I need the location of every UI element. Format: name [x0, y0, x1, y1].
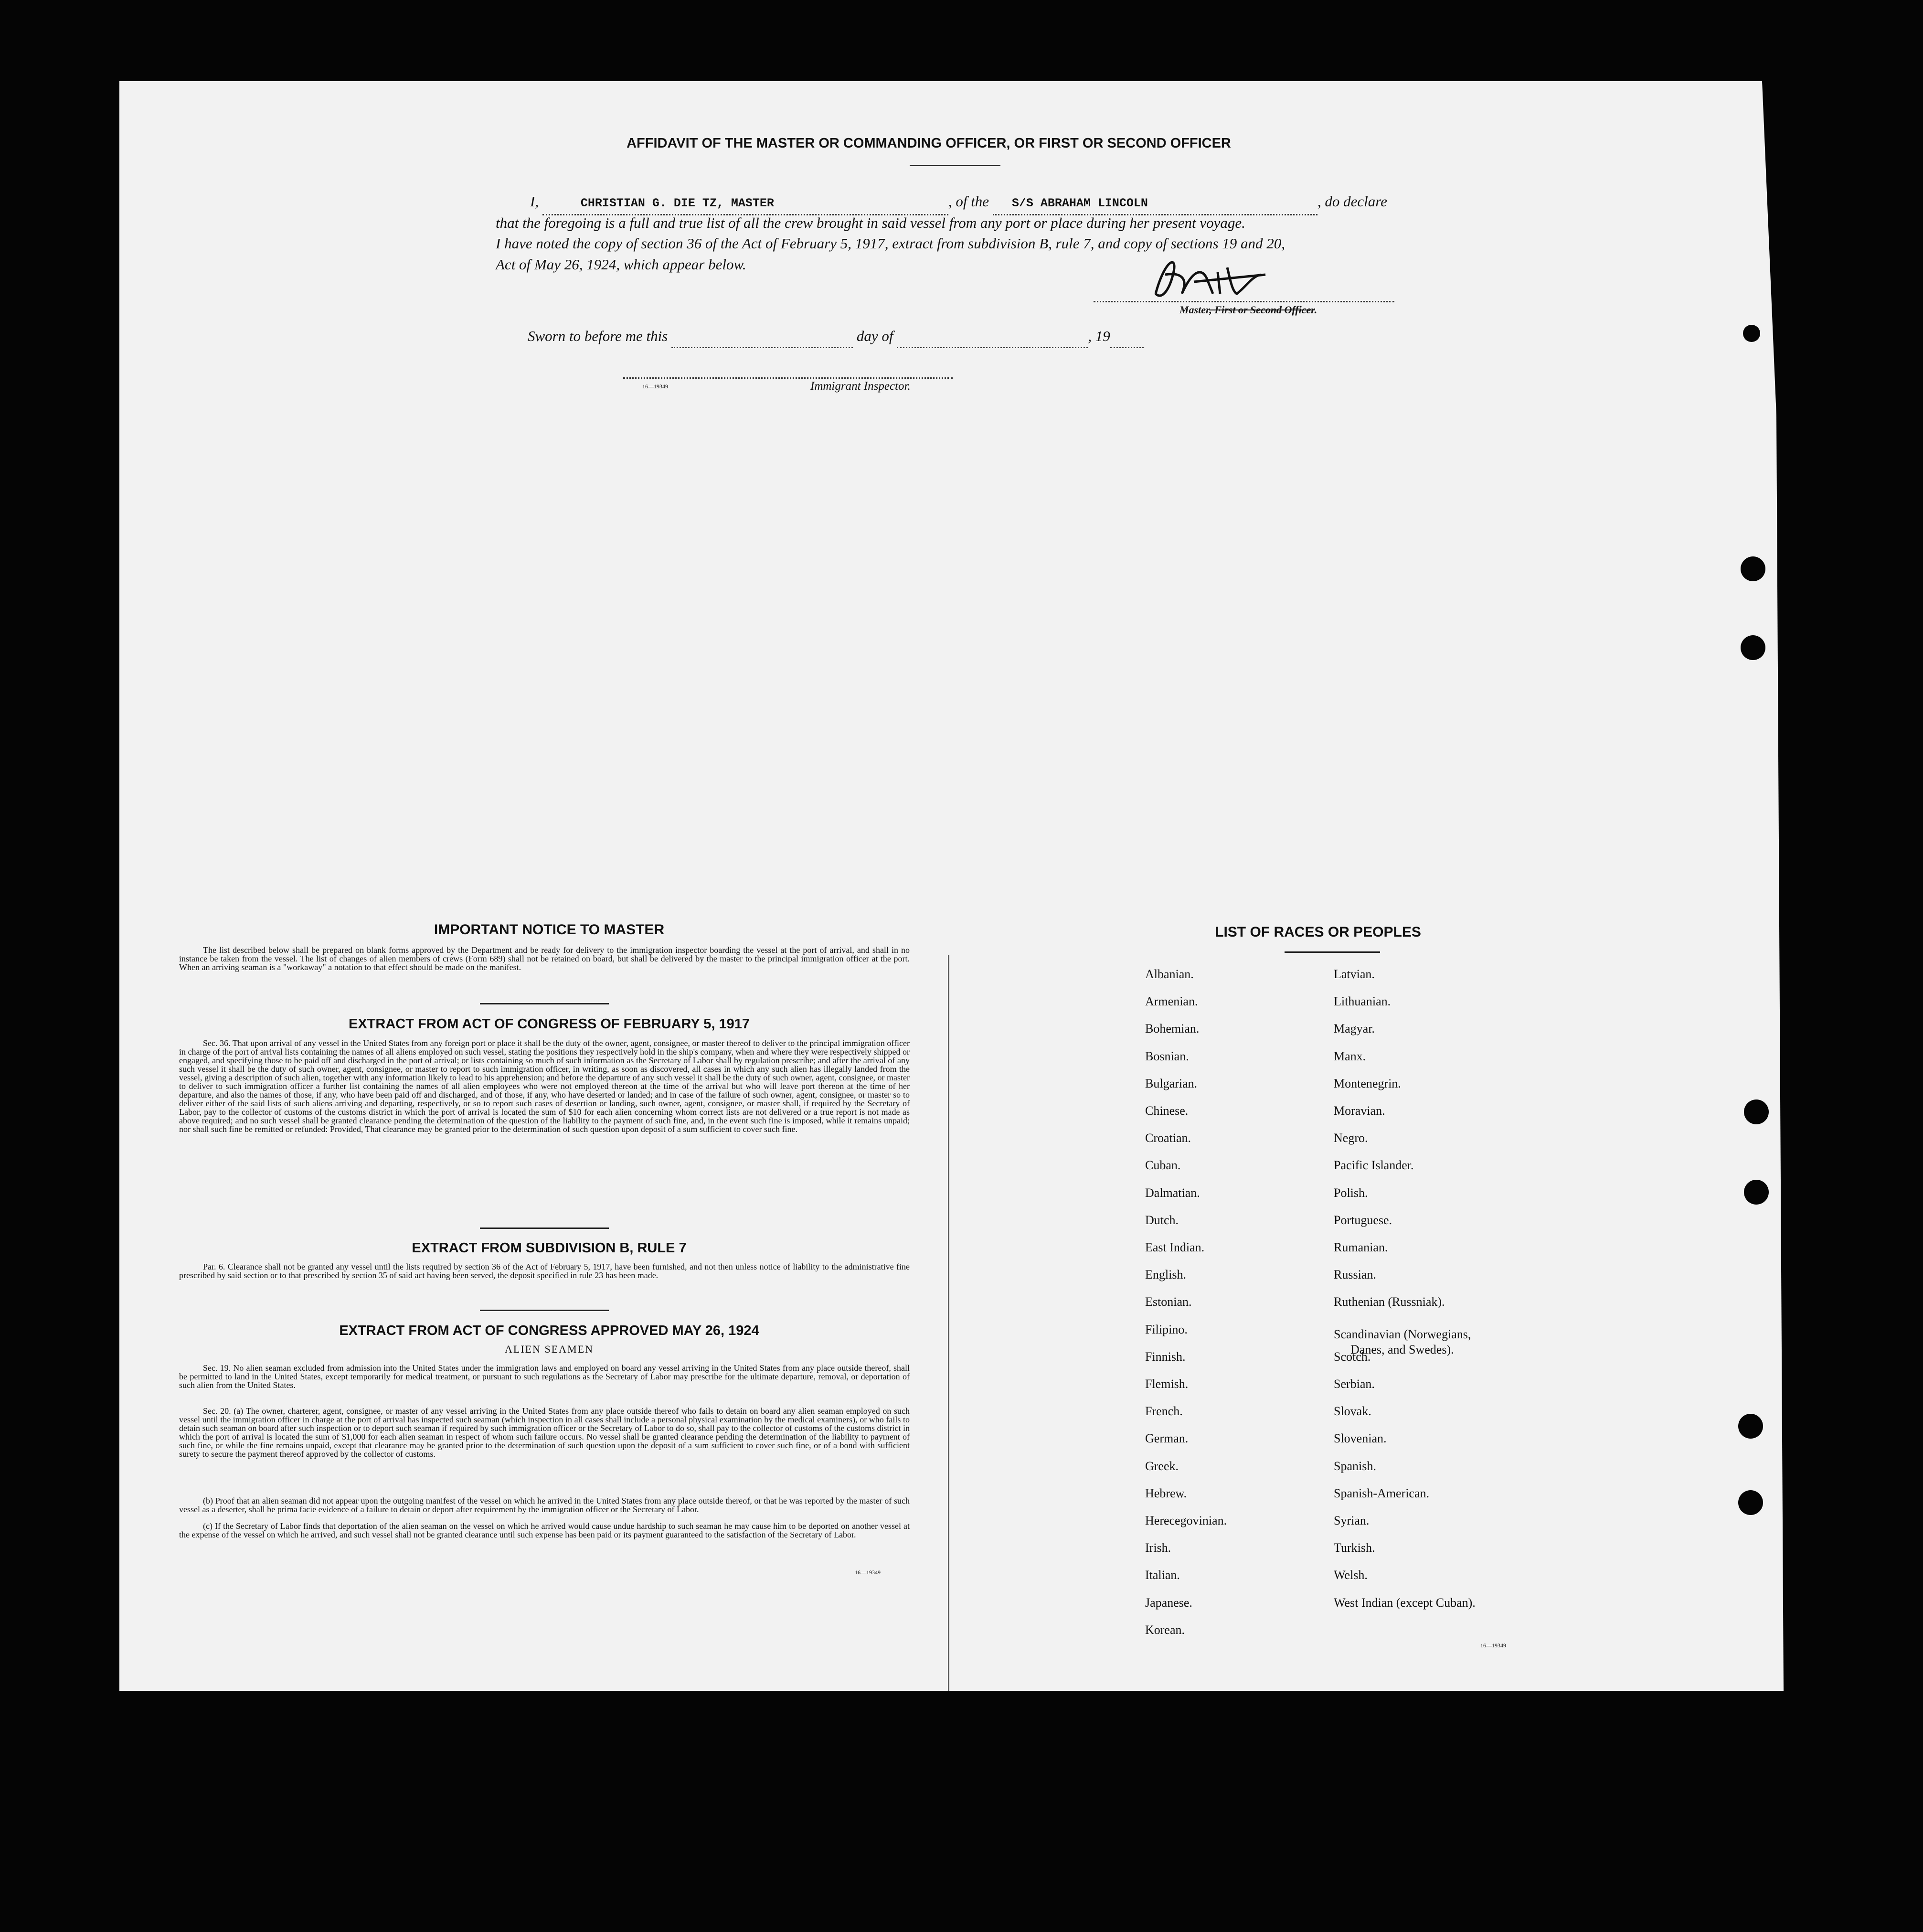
of-the-label: , of the — [948, 193, 989, 210]
extract-1924-title: EXTRACT FROM ACT OF CONGRESS APPROVED MAY 26, 1924 — [339, 1323, 759, 1338]
punch-hole — [1744, 1099, 1769, 1124]
form-number: 16—19349 — [642, 383, 668, 390]
race-item: Filipino. — [1145, 1322, 1188, 1336]
race-item: Hebrew. — [1145, 1486, 1187, 1500]
punch-hole — [1741, 635, 1765, 660]
race-item: German. — [1145, 1431, 1189, 1446]
race-item: Estonian. — [1145, 1295, 1192, 1309]
signature-line — [1094, 301, 1394, 302]
sec20a-text: Sec. 20. (a) The owner, charterer, agent, consignee, or master of any vessel arriving in the United States from any place outside thereof who fails to detain on board any alien seaman employed on such vessel until the immigration officer in charge at the port of arrival has inspected such seaman (which inspection in all cases shall include a personal physical examination by the medical examiners), or who fails to detain such seaman on board after such inspection or to deport such seaman if required by such immigration officer or the Secretary of Labor to do so, shall pay to the collector of customs of the customs district in which the port of arrival is located the sum of $1,000 for each alien seaman in respect of whom such failure occurs. No vessel shall be granted clearance pending the determination of the liability to payment of such fine, or while the fine remains unpaid, except that clearance may be granted prior to the determination of such question upon the deposit of a sum sufficient to cover such fine, or of a bond with sufficient surety to secure the payment thereof approved by the collector of customs. — [179, 1406, 910, 1459]
divider — [1285, 951, 1380, 953]
divider — [480, 1310, 609, 1311]
extract-1917-title: EXTRACT FROM ACT OF CONGRESS OF FEBRUARY 5, 1917 — [348, 1016, 750, 1032]
punch-hole — [1741, 556, 1765, 581]
punch-hole — [1738, 1490, 1763, 1515]
race-item: Irish. — [1145, 1541, 1171, 1555]
race-item: Albanian. — [1145, 967, 1194, 981]
race-item: Moravian. — [1334, 1104, 1385, 1118]
divider — [480, 1003, 609, 1004]
form-number: 16—19349 — [1480, 1642, 1506, 1649]
affidavit-line-2: that the foregoing is a full and true list of all the crew brought in said vessel from any port or place during her present voyage. — [496, 214, 1245, 231]
caption-master: Master — [1179, 304, 1210, 316]
race-item: Spanish-American. — [1334, 1486, 1430, 1500]
notice-text: The list described below shall be prepared on blank forms approved by the Department and be ready for delivery to the immigration inspector boarding the vessel at the port of arrival, and shall in no instance be taken from the vessel. The list of changes of alien members of crews (Form 689) shall not be retained on board, but shall be delivered by the master to the principal immigration officer at the port. When an arriving seaman is a "workaway" a notation to that effect should be made on the manifest. — [179, 945, 910, 972]
race-item: Polish. — [1334, 1185, 1368, 1200]
alien-seamen-subtitle: ALIEN SEAMEN — [505, 1343, 594, 1355]
race-item: Danes, and Swedes). — [1350, 1342, 1454, 1356]
extract-rule7-text: Par. 6. Clearance shall not be granted any vessel until the lists required by section 36 of the Act of February 5, 1917, have been furnished, and not then unless notice of liability to the administrative fine prescribed by said section or to that prescribed by section 35 of said act having been served, the deposit specified in rule 23 has been made. — [179, 1262, 910, 1280]
race-item: West Indian (except Cuban). — [1334, 1595, 1476, 1610]
race-item: Russian. — [1334, 1268, 1376, 1282]
race-item: Cuban. — [1145, 1158, 1181, 1173]
race-item: Chinese. — [1145, 1104, 1189, 1118]
extract-rule7-title: EXTRACT FROM SUBDIVISION B, RULE 7 — [412, 1240, 687, 1256]
sworn-year-field — [1110, 326, 1144, 348]
affidavit-i-label: I, — [530, 193, 539, 210]
caption-end: . — [1314, 304, 1317, 316]
race-item: Negro. — [1334, 1131, 1368, 1145]
affidavit-title: AFFIDAVIT OF THE MASTER OR COMMANDING OFFICER, OR FIRST OR SECOND OFFICER — [627, 136, 1231, 151]
race-item: French. — [1145, 1404, 1183, 1419]
race-item: Korean. — [1145, 1622, 1185, 1637]
sworn-line — [528, 326, 1144, 348]
race-item: East Indian. — [1145, 1240, 1205, 1254]
sec20b-text: (b) Proof that an alien seaman did not appear upon the outgoing manifest of the vessel on which he arrived in the United States from any place outside thereof, or that he was reported by the master of such vessel as a deserter, shall be prima facie evidence of a failure to detain or deport after requirement by the immigration officer or the Secretary of Labor. — [179, 1496, 910, 1514]
race-item: Finnish. — [1145, 1349, 1186, 1364]
vessel-name-field — [993, 191, 1317, 215]
affidavit-line-1 — [530, 191, 1413, 215]
punch-hole — [1743, 325, 1760, 342]
notice-title: IMPORTANT NOTICE TO MASTER — [434, 922, 665, 938]
race-item: Lithuanian. — [1334, 994, 1391, 1009]
race-item: Montenegrin. — [1334, 1076, 1401, 1090]
race-item: Herecegovinian. — [1145, 1514, 1227, 1527]
master-name-field — [542, 191, 948, 215]
race-item: Dutch. — [1145, 1213, 1179, 1227]
race-item: Japanese. — [1145, 1595, 1192, 1610]
race-item: Scandinavian (Norwegians, — [1334, 1327, 1471, 1341]
sec19-text: Sec. 19. No alien seaman excluded from admission into the United States under the immigration laws and employed on board any vessel arriving in the United States from any place outside thereof, shall be permitted to land in the United States, except temporarily for medical treatment, or pursuant to such regulations as the Secretary of Labor may prescribe for the ultimate departure, removal, or deportation of such alien from the United States. — [179, 1363, 910, 1390]
race-item: Ruthenian (Russniak). — [1334, 1295, 1445, 1309]
affidavit-line-3: I have noted the copy of section 36 of the Act of February 5, 1917, extract from subdivision B, rule 7, and copy of sections 19 and 20, — [496, 235, 1286, 252]
form-number: 16—19349 — [855, 1569, 881, 1576]
race-item: Bosnian. — [1145, 1049, 1189, 1063]
race-item: Syrian. — [1334, 1514, 1370, 1527]
race-item: Croatian. — [1145, 1131, 1191, 1145]
race-item: Pacific Islander. — [1334, 1158, 1414, 1173]
race-item: Portuguese. — [1334, 1213, 1392, 1227]
race-item: Latvian. — [1334, 967, 1375, 981]
punch-hole — [1744, 1180, 1769, 1205]
sworn-day-field — [671, 326, 853, 348]
race-item: Serbian. — [1334, 1377, 1375, 1391]
race-item: English. — [1145, 1268, 1186, 1282]
day-of-label: day of — [856, 328, 893, 344]
race-item: Slovenian. — [1334, 1431, 1387, 1446]
race-item: Manx. — [1334, 1049, 1366, 1063]
race-item: Slovak. — [1334, 1404, 1371, 1419]
race-item: Italian. — [1145, 1568, 1180, 1582]
inspector-label: Immigrant Inspector. — [810, 380, 911, 393]
races-title: LIST OF RACES OR PEOPLES — [1215, 924, 1421, 940]
sec20c-text: (c) If the Secretary of Labor finds that deportation of the alien seaman on the vessel on which he arrived would cause undue hardship to such seaman he may cause him to be deported on another vessel at the expense of the vessel on which he arrived, and such vessel shall not be granted clearance until such expense has been paid or its payment guaranteed to the satisfaction of the Secretary of Labor. — [179, 1521, 910, 1539]
race-item: Scotch. — [1334, 1349, 1371, 1364]
race-item: Bulgarian. — [1145, 1076, 1198, 1090]
divider — [480, 1228, 609, 1229]
race-item: Welsh. — [1334, 1568, 1368, 1582]
race-item: Magyar. — [1334, 1022, 1375, 1036]
race-item: Flemish. — [1145, 1377, 1189, 1391]
inspector-line — [623, 377, 953, 379]
race-item: Armenian. — [1145, 994, 1198, 1009]
race-item: Dalmatian. — [1145, 1185, 1200, 1200]
caption-struck-officers: , First or Second Officer — [1209, 304, 1315, 316]
year-label: , 19 — [1088, 328, 1110, 344]
sworn-label: Sworn to before me this — [528, 328, 668, 344]
extract-1917-text: Sec. 36. That upon arrival of any vessel in the United States from any foreign port or place it shall be the duty of the owner, agent, consignee, or master thereof to deliver to the principal immigration officer in charge of the port of arrival lists containing the names of all aliens employed on such vessel, stating the positions they respectively hold in the ship's company, when and where they were respectively shipped or engaged, and specifying those to be paid off and discharged in the port of arrival; or lists containing so much of such information as the Secretary of Labor shall by regulation prescribe; and after the arrival of any such vessel it shall be the duty of such owner, agent, consignee, or master to report to such immigration officer, in writing, as soon as discovered, all cases in which any such alien has illegally landed from the vessel, giving a description of such alien, together with any information likely to lead to his apprehension; and before the departure of any such vessel it shall be the duty of such owner, agent, consignee, or master to deliver to such immigration officer a further list containing the names of all alien employees who were not employed thereon at the time of the arrival but who will leave port thereon at the time of her departure, and also the names of those, if any, who have been paid off and discharged, and of those, if any, who have deserted or landed; and in case of the failure of such owner, agent, consignee, or master so to deliver either of the said lists of such aliens arriving and departing, respectively, or so to report such cases of desertion or landing, such owner, agent, consignee, or master shall, if required by the Secretary of Labor, pay to the collector of customs of the customs district in which the port of arrival is located the sum of $10 for each alien concerning whom correct lists are not delivered or a true report is not made as above required; and no such vessel shall be granted clearance pending the determination of the question of the liability to the payment of such fine, and, in the event such fine is imposed, while it remains unpaid; nor shall such fine be remitted or refunded: Provided, That clearance may be granted prior to the determination of such question upon deposit of a sum sufficient to cover such fine. — [179, 1038, 910, 1134]
race-item: Turkish. — [1334, 1541, 1375, 1555]
sworn-month-field — [897, 326, 1088, 348]
race-item: Spanish. — [1334, 1459, 1376, 1473]
master-name-fill: CHRISTIAN G. DIE TZ, MASTER — [580, 196, 774, 210]
do-declare-label: , do declare — [1317, 193, 1387, 210]
divider — [910, 165, 1000, 166]
race-item: Rumanian. — [1334, 1240, 1388, 1254]
vessel-name-fill: S/S ABRAHAM LINCOLN — [1011, 196, 1148, 210]
punch-hole — [1738, 1414, 1763, 1439]
affidavit-line-4: Act of May 26, 1924, which appear below. — [496, 256, 746, 273]
page-fold-line — [948, 955, 949, 1691]
race-item: Greek. — [1145, 1459, 1179, 1473]
signature-caption — [1179, 304, 1317, 316]
race-item: Bohemian. — [1145, 1022, 1200, 1036]
